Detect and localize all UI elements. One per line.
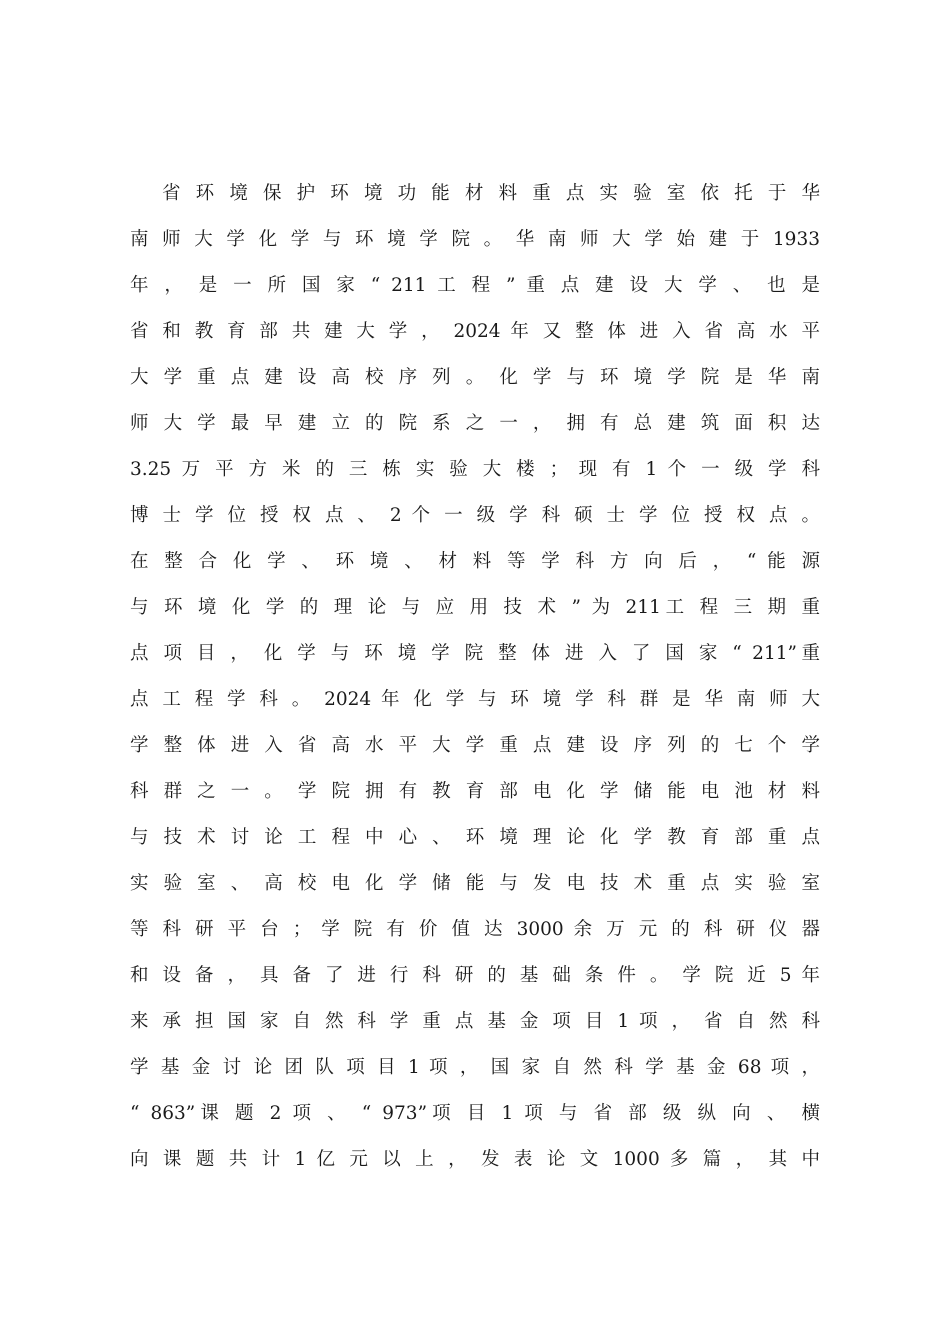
paragraph-line-16: 实 验 室 、 高 校 电 化 学 储 能 与 发 电 技 术 重 点 实 验 室: [130, 873, 820, 894]
paragraph-line-19: 来 承 担 国 家 自 然 科 学 重 点 基 金 项 目 1 项 ， 省 自 然 科: [130, 1011, 820, 1032]
paragraph-line-7: 3.25 万 平 方 米 的 三 栋 实 验 大 楼 ； 现 有 1 个 一 级 学 科: [130, 459, 820, 480]
paragraph-line-12: 点 工 程 学 科 。 2024 年 化 学 与 环 境 学 科 群 是 华 南 师 大: [130, 689, 820, 710]
paragraph-line-6: 师 大 学 最 早 建 立 的 院 系 之 一 ， 拥 有 总 建 筑 面 积 达: [130, 413, 820, 434]
paragraph-line-1: 省 环 境 保 护 环 境 功 能 材 料 重 点 实 验 室 依 托 于 华: [162, 183, 820, 204]
body-paragraph: [130, 171, 820, 1183]
paragraph-line-21: “ 863”课 题 2 项 、 “ 973”项 目 1 项 与 省 部 级 纵 向 、 横: [130, 1103, 820, 1124]
paragraph-line-20: 学 基 金 讨 论 团 队 项 目 1 项 ， 国 家 自 然 科 学 基 金 68 项 ，: [130, 1057, 820, 1078]
paragraph-line-15: 与 技 术 讨 论 工 程 中 心 、 环 境 理 论 化 学 教 育 部 重 点: [130, 827, 820, 848]
paragraph-line-2: 南 师 大 学 化 学 与 环 境 学 院 。 华 南 师 大 学 始 建 于 1933: [130, 229, 820, 250]
paragraph-line-5: 大 学 重 点 建 设 高 校 序 列 。 化 学 与 环 境 学 院 是 华 南: [130, 367, 820, 388]
paragraph-line-8: 博 士 学 位 授 权 点 、 2 个 一 级 学 科 硕 士 学 位 授 权 点 。: [130, 505, 820, 526]
paragraph-line-9: 在 整 合 化 学 、 环 境 、 材 料 等 学 科 方 向 后 ， “ 能 源: [130, 551, 820, 572]
paragraph-line-3: 年 ， 是 一 所 国 家 “ 211 工 程 ” 重 点 建 设 大 学 、 也 是: [130, 275, 820, 296]
paragraph-line-4: 省 和 教 育 部 共 建 大 学 ， 2024 年 又 整 体 进 入 省 高 水 平: [130, 321, 820, 342]
paragraph-line-22: 向 课 题 共 计 1 亿 元 以 上 ， 发 表 论 文 1000 多 篇 ， 其 中: [130, 1149, 820, 1170]
paragraph-line-14: 科 群 之 一 。 学 院 拥 有 教 育 部 电 化 学 储 能 电 池 材 料: [130, 781, 820, 802]
paragraph-line-18: 和 设 备 ， 具 备 了 进 行 科 研 的 基 础 条 件 。 学 院 近 5 年: [130, 965, 820, 986]
paragraph-line-11: 点 项 目 ， 化 学 与 环 境 学 院 整 体 进 入 了 国 家 “ 211”重: [130, 643, 820, 664]
paragraph-line-17: 等 科 研 平 台 ； 学 院 有 价 值 达 3000 余 万 元 的 科 研 仪 器: [130, 919, 820, 940]
paragraph-line-13: 学 整 体 进 入 省 高 水 平 大 学 重 点 建 设 序 列 的 七 个 学: [130, 735, 820, 756]
paragraph-line-10: 与 环 境 化 学 的 理 论 与 应 用 技 术 ” 为 211工 程 三 期 重: [130, 597, 820, 618]
